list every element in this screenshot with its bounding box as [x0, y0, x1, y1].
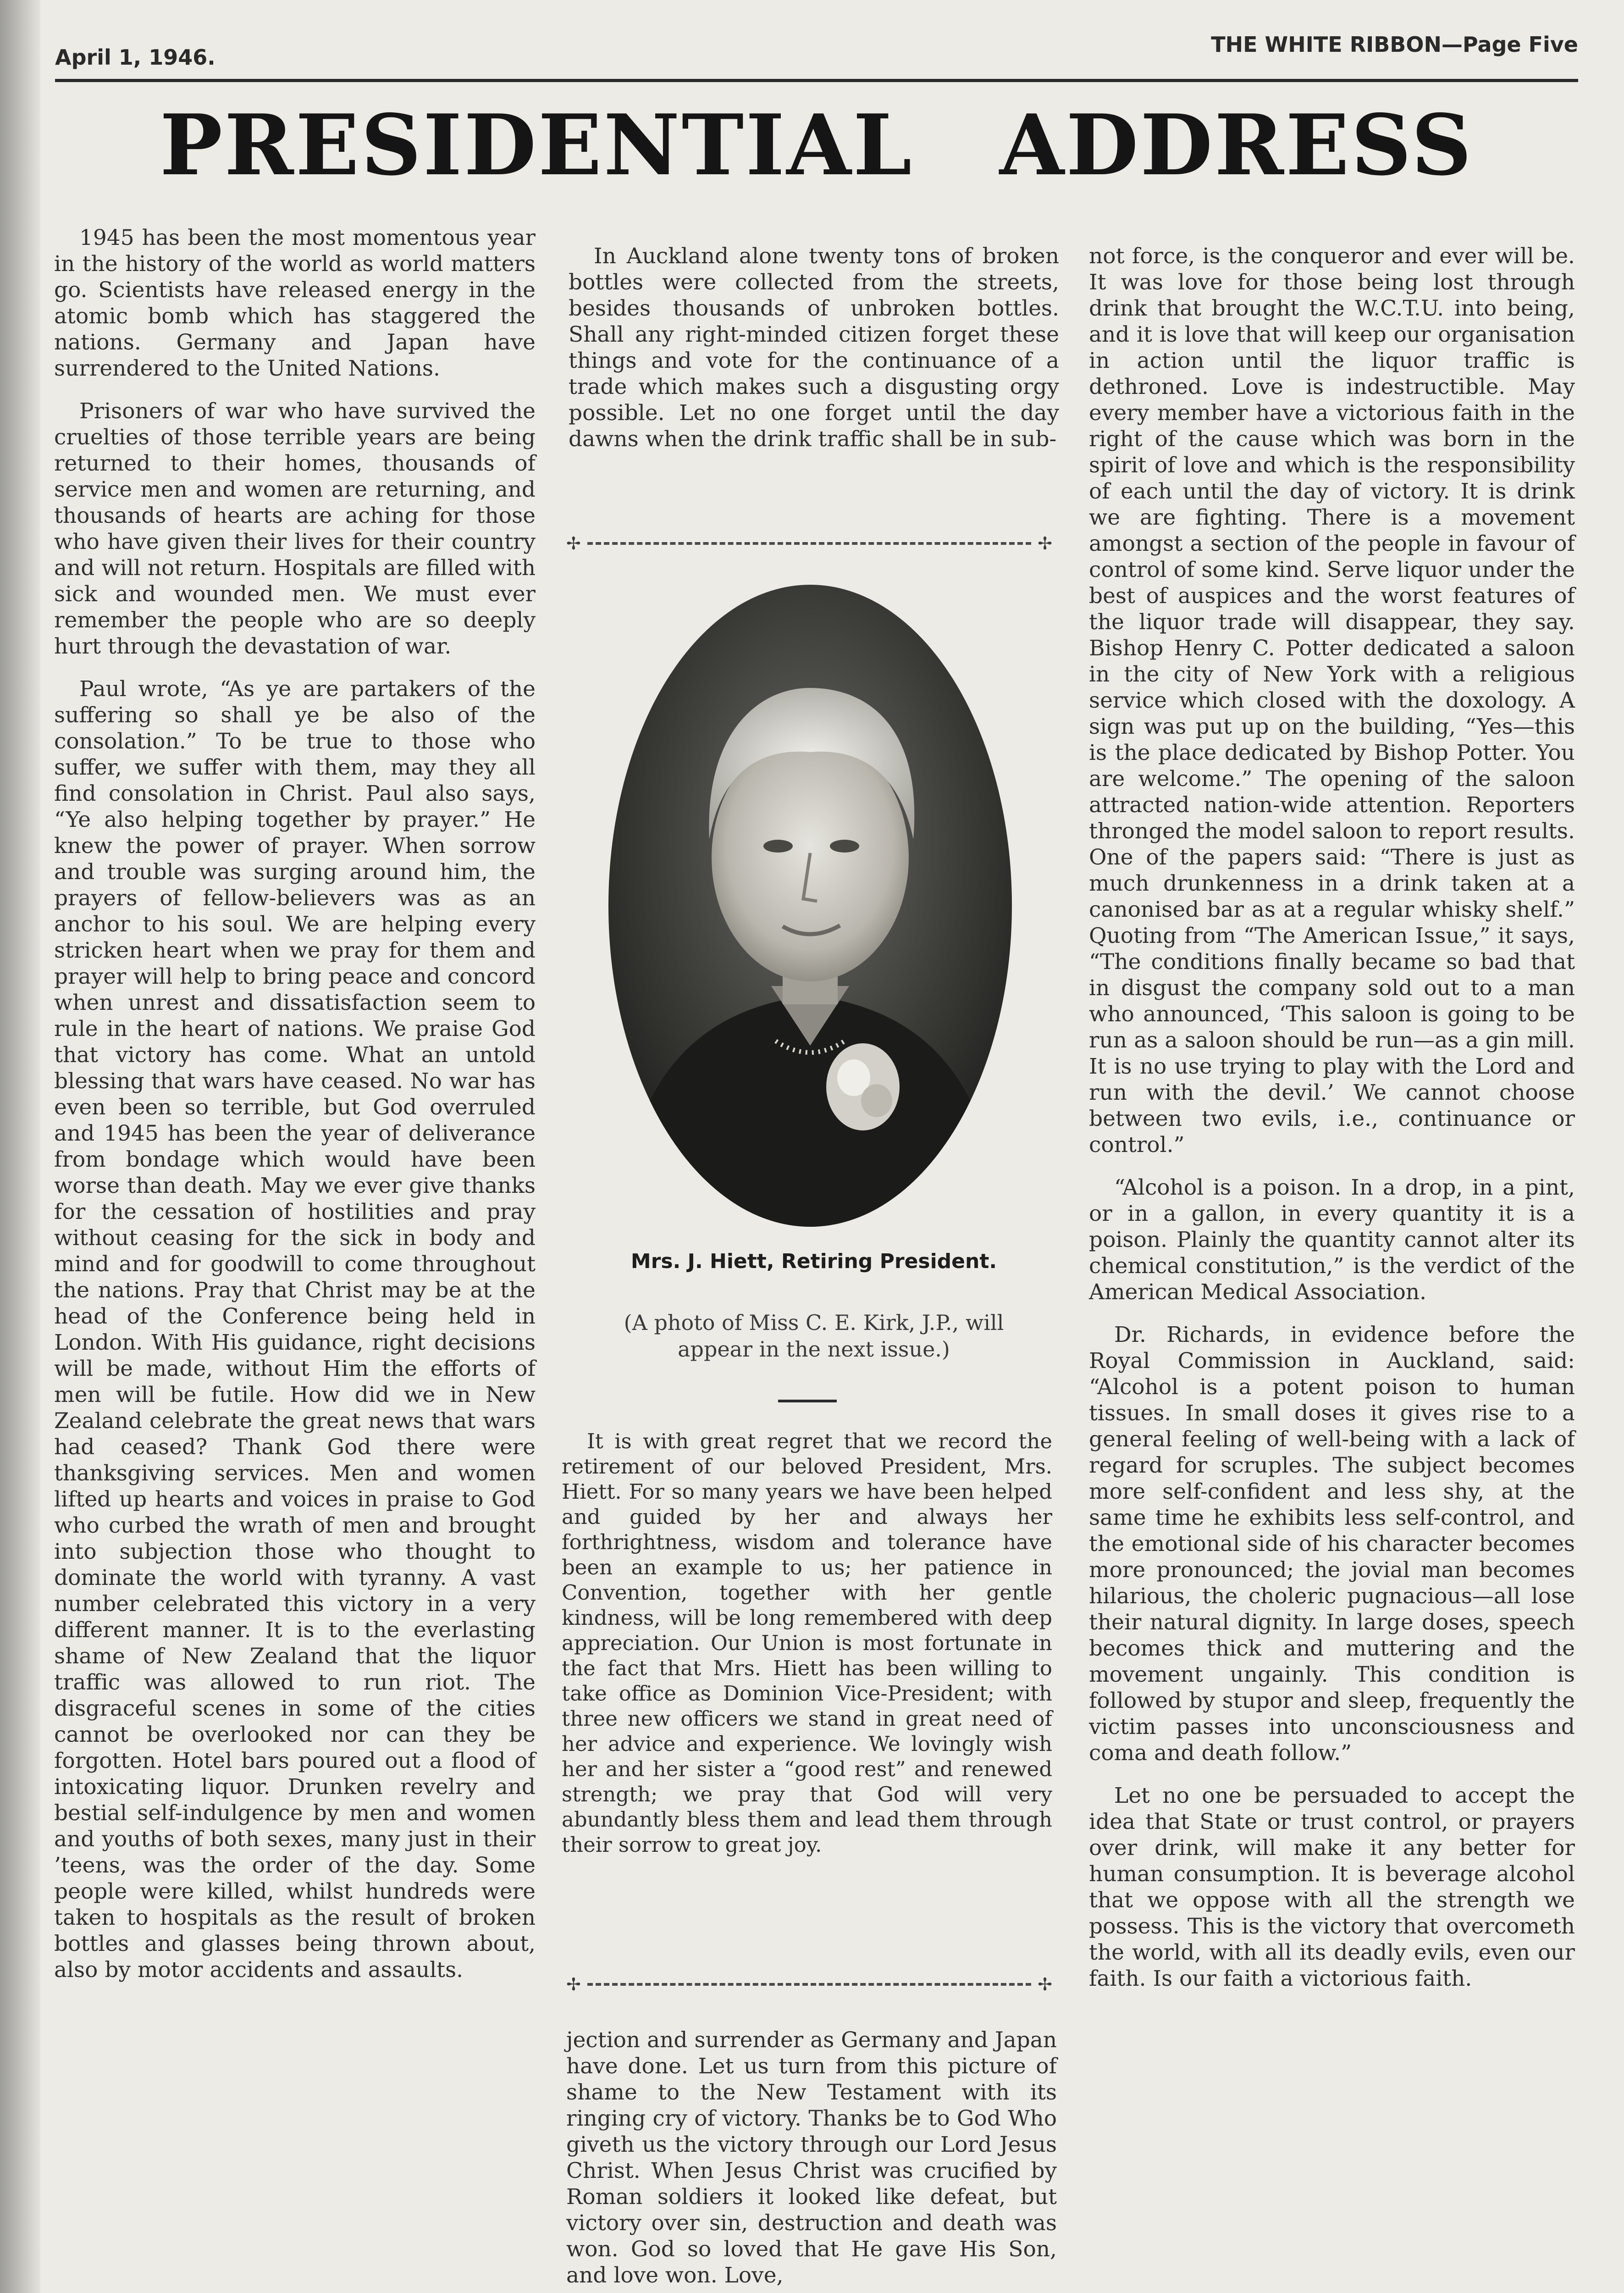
- column-2-bottom: [566, 2027, 1057, 2293]
- page-spine-shadow: [0, 0, 40, 2293]
- header-rule: [55, 79, 1578, 82]
- header-page-title: THE WHITE RIBBON—Page Five: [1211, 32, 1578, 57]
- ornament-icon: ✢: [566, 533, 581, 554]
- column-2-middle: [562, 1429, 1052, 1874]
- short-rule: [778, 1400, 837, 1402]
- portrait-caption: Mrs. J. Hiett, Retiring President.: [630, 1250, 997, 1273]
- paragraph: Prisoners of war who have survived the cruelties of those terrible years are being returned to their homes, thousands of service men and women are returning, and thousands of hearts are aching for those who have given their lives for their country and will not return. Hospitals are filled with sick and wounded men. We must ever remember the people who are so deeply hurt through the devastation of war.: [54, 399, 536, 659]
- column-3: [1089, 243, 1575, 2008]
- paragraph: Dr. Richards, in evidence before the Royal Commission in Auckland, said: “Alcohol is a potent poison to human tissues. In small doses it gives rise to a general feeling of well-being with a lack of regard for scruples. The subject becomes more self-confident and less shy, at the same time he exhibits less self-control, and the emotional side of his character becomes more pronounced; the jovial man becomes hilarious, the choleric pugnacious—all lose their natural dignity. In large doses, speech becomes thick and muttering and the movement ungainly. This condition is followed by stupor and sleep, frequently the victim passes into unconsciousness and coma and death follow.”: [1089, 1322, 1575, 1766]
- paragraph: Let no one be persuaded to accept the idea that State or trust control, or prayers over drink, will make it any better for human consumption. It is beverage alcohol that we oppose with all the strength we possess. This is the victory that overcometh the world, with all its deadly evils, even our faith. Is our faith a victorious faith.: [1089, 1783, 1575, 1991]
- paragraph: jection and surrender as Germany and Japan have done. Let us turn from this picture of shame to the New Testament with its ringing cry of victory. Thanks be to God Who giveth us the victory through our Lord Jesus Christ. When Jesus Christ was crucified by Roman soldiers it looked like defeat, but victory over sin, destruction and death was won. God so loved that He gave His Son, and love won. Love,: [566, 2027, 1057, 2288]
- ornamental-divider: [566, 1974, 1052, 1994]
- ornament-icon: ✢: [1038, 533, 1052, 554]
- paragraph: In Auckland alone twenty tons of broken bottles were collected from the streets, besides thousands of unbroken bottles. Shall any right-minded citizen forget these things and vote for the continuance of a trade which makes such a disgusting orgy possible. Let no one forget until the day dawns when the drink traffic shall be in sub-: [569, 244, 1059, 452]
- page-title: PRESIDENTIAL ADDRESS: [160, 96, 1474, 194]
- portrait-note: (A photo of Miss C. E. Kirk, J.P., will appear in the next issue.): [624, 1310, 1004, 1362]
- column-2-top: [569, 243, 1059, 469]
- column-1: [54, 225, 536, 1999]
- paragraph: not force, is the conqueror and ever will be. It was love for those being lost through drink that brought the W.C.T.U. into being, and it is love that will keep our organisation in action until the liquor traffic is dethroned. Love is indestructible. May every member have a victorious faith in the right of the cause which was born in the spirit of love and which is the responsibility of each until the day of victory. It is drink we are fighting. There is a movement amongst a section of the people in favour of control of some kind. Serve liquor under the best of auspices and the worst features of the liquor trade will disappear, they say. Bishop Henry C. Potter dedicated a saloon in the city of New York with a religious service which closed with the doxology. A sign was put up on the building, “Yes—this is the place dedicated by Bishop Potter. You are welcome.” The opening of the saloon attracted nation-wide attention. Reporters thronged the model saloon to report results. One of the papers said: “There is just as much drunkenness in a drink taken at a canonised bar as at a regular whisky shelf.” Quoting from “The American Issue,” it says, “The conditions finally became so bad that in disgust the company sold out to a man who announced, ‘This saloon is going to be run as a saloon should be run—as a gin mill. It is no use trying to play with the Lord and run with the devil.’ We cannot choose between two evils, i.e., continuance or control.”: [1089, 244, 1575, 1158]
- portrait-image: [606, 582, 1014, 1229]
- paragraph: “Alcohol is a poison. In a drop, in a pint, or in a gallon, in every quantity it is a poison. Plainly the quantity cannot alter its chemical constitution,” is the verdict of the American Medical Association.: [1089, 1175, 1575, 1305]
- paragraph: Paul wrote, “As ye are partakers of the suffering so shall ye be also of the consolation.” To be true to those who suffer, we suffer with them, may they all find consolation in Christ. Paul also says, “Ye also helping together by prayer.” He knew the power of prayer. When sorrow and trouble was surging around him, the prayers of fellow-believers was as an anchor to his soul. We are helping every stricken heart when we pray for them and prayer will help to bring peace and concord when unrest and dissatisfaction seem to rule in the heart of nations. We praise God that victory has come. What an untold blessing that wars have ceased. No war has even been so terrible, but God overruled and 1945 has been the year of deliverance from bondage which would have been worse than death. May we ever give thanks for the cessation of hostilities and pray without ceasing for the sick in body and mind and for goodwill to come throughout the nations. Pray that Christ may be at the head of the Conference being held in London. With His guidance, right decisions will be made, without Him the efforts of men will be futile. How did we in New Zealand celebrate the great news that wars had ceased? Thank God there were thanksgiving services. Men and women lifted up hearts and voices in praise to God who curbed the wrath of men and brought into subjection those who thought to dominate the world with tyranny. A vast number celebrated this victory in a very different manner. It is to the everlasting shame of New Zealand that the liquor traffic was allowed to run riot. The disgraceful scenes in some of the cities cannot be overlooked nor can they be forgotten. Hotel bars poured out a flood of intoxicating liquor. Drunken revelry and bestial self-indulgence by men and women and youths of both sexes, many just in their ’teens, was the order of the day. Some people were killed, whilst hundreds were taken to hospitals as the result of broken bottles and glasses being thrown about, also by motor accidents and assaults.: [54, 676, 536, 1983]
- header-date: April 1, 1946.: [55, 45, 215, 70]
- paragraph: It is with great regret that we record the retirement of our beloved President, Mrs. Hiett. For so many years we have been helped and guided by her and always her forthrightness, wisdom and tolerance have been an example to us; her patience in Convention, together with her gentle kindness, will be long remembered with deep appreciation. Our Union is most fortunate in the fact that Mrs. Hiett has been willing to take office as Dominion Vice-President; with three new officers we stand in great need of her advice and experience. We lovingly wish her and her sister a “good rest” and renewed strength; we pray that God will very abundantly bless them and lead them through their sorrow to great joy.: [562, 1429, 1052, 1857]
- paragraph: 1945 has been the most momentous year in the history of the world as world matters go. Scientists have released energy in the atomic bomb which has staggered the nations. Germany and Japan have surrendered to the United Nations.: [54, 225, 536, 381]
- ornament-icon: ✢: [566, 1974, 581, 1994]
- portrait-photo: [606, 582, 1014, 1229]
- ornamental-divider: [566, 533, 1052, 554]
- ornament-icon: ✢: [1038, 1974, 1052, 1994]
